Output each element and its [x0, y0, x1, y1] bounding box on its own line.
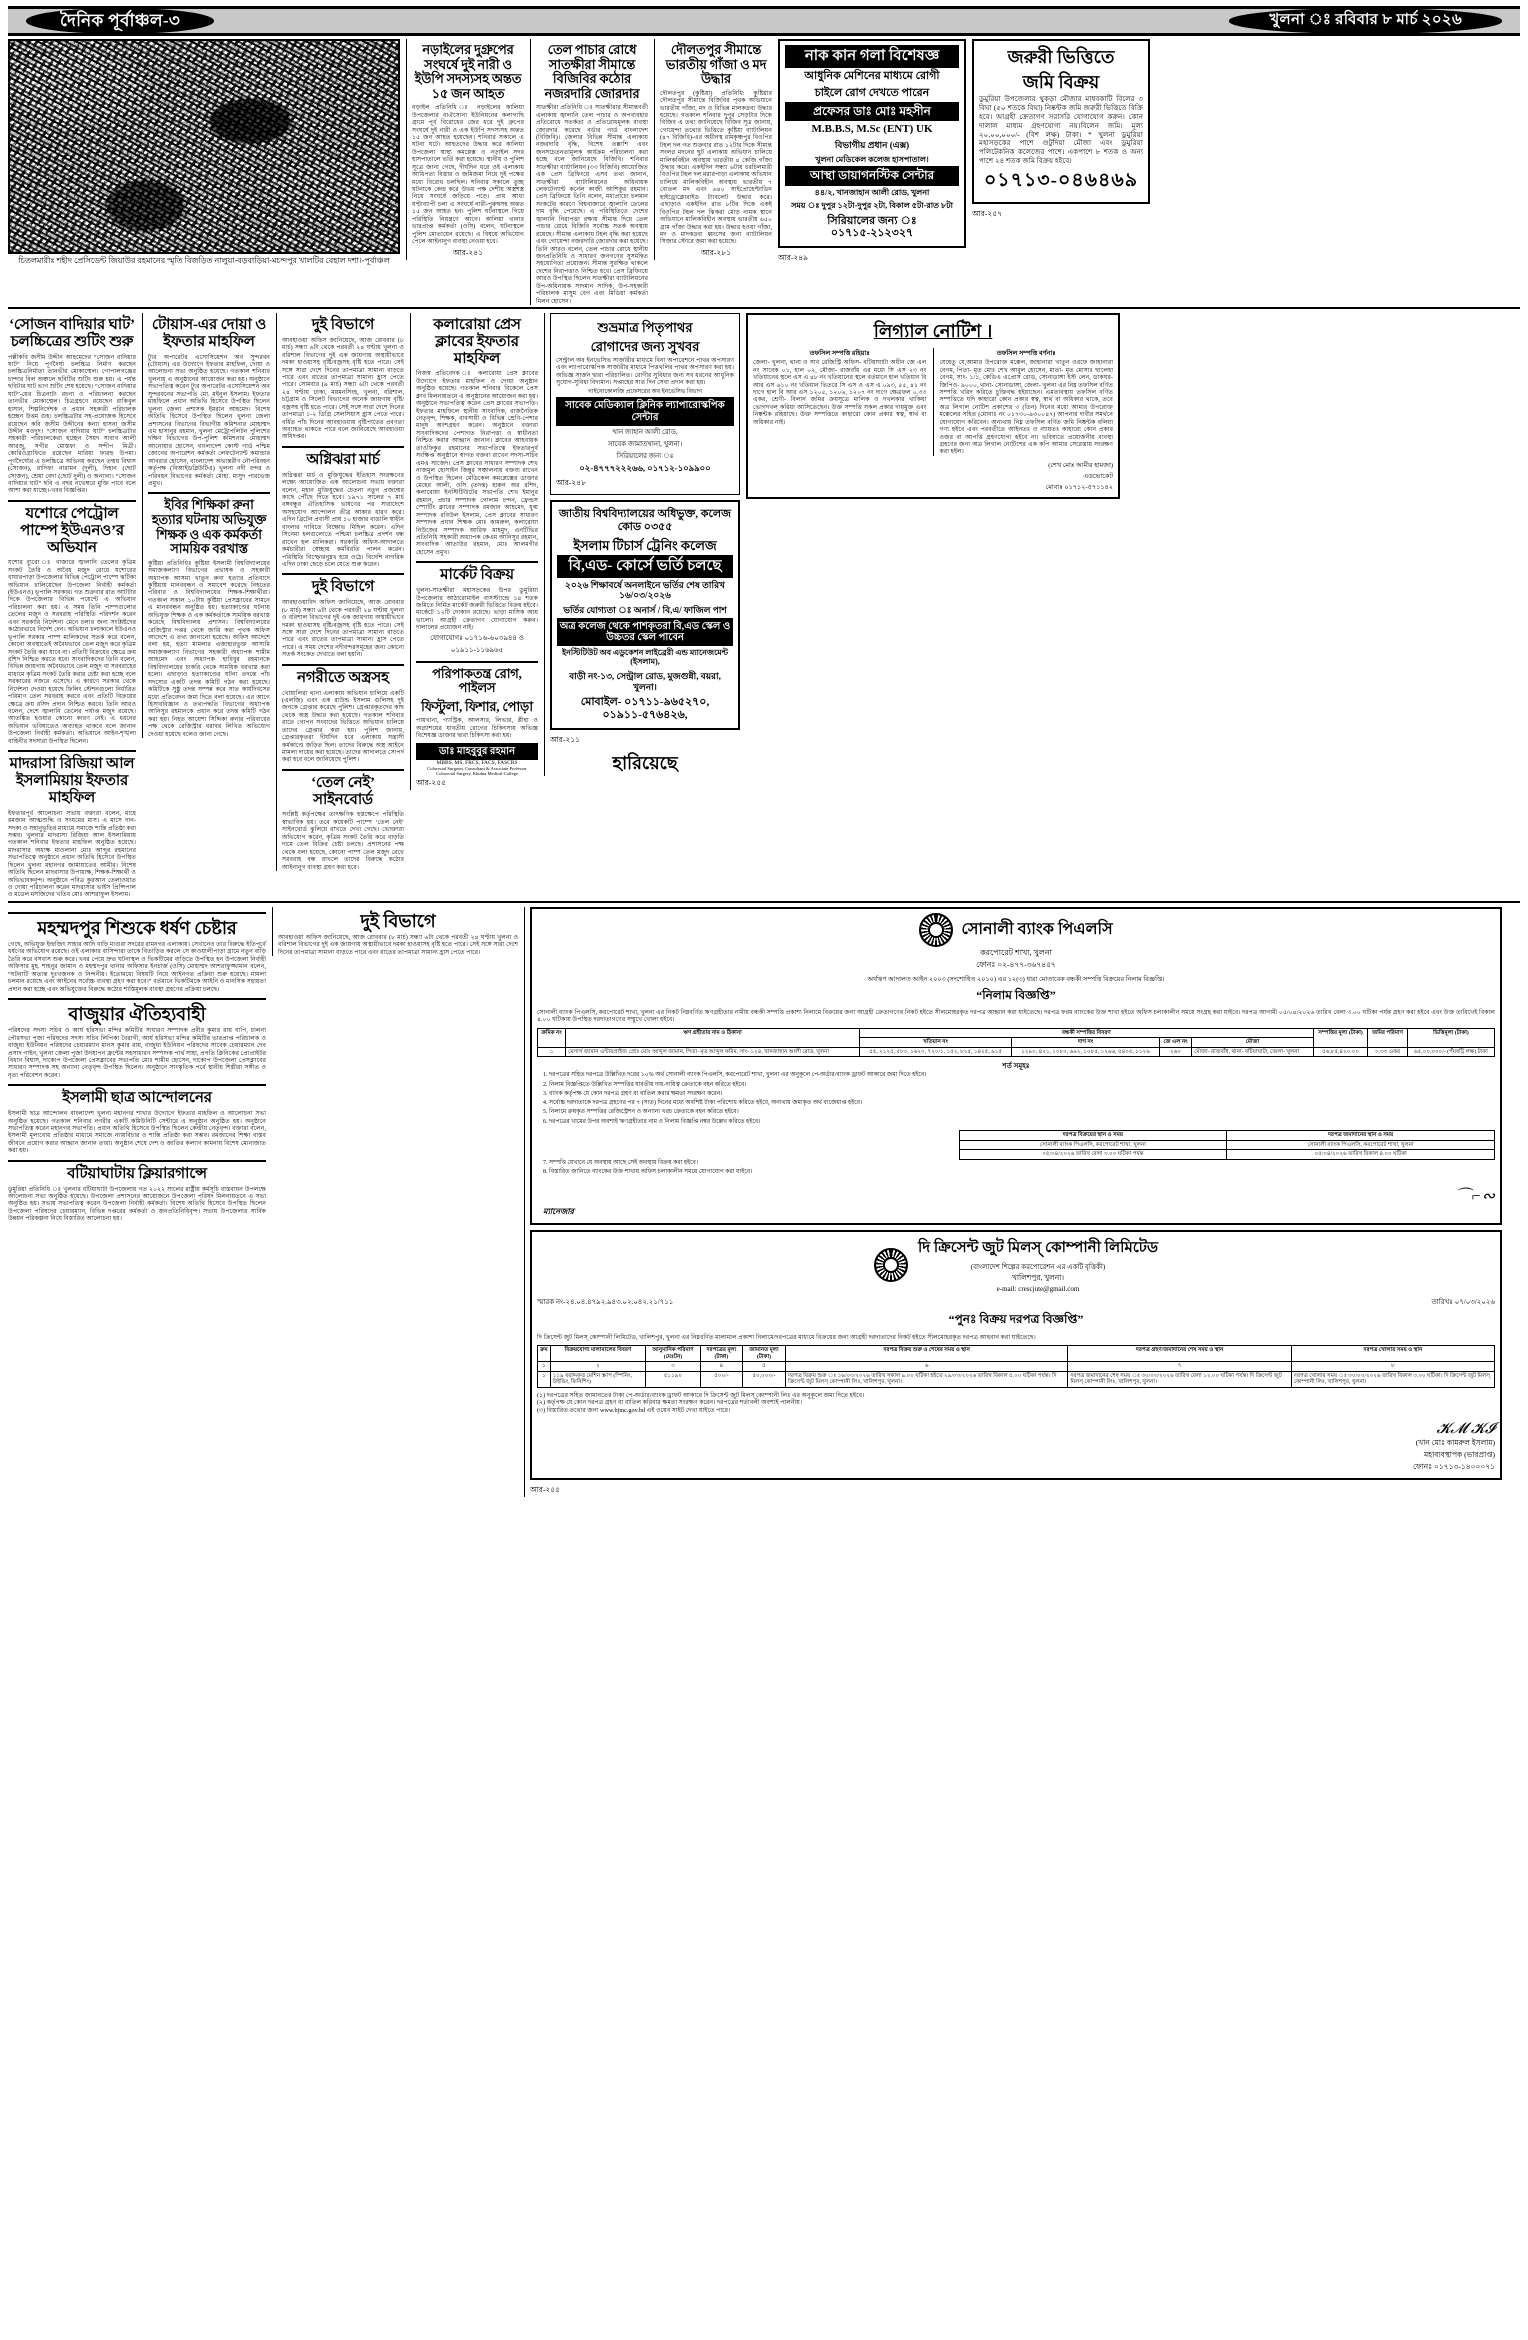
ad-piles-degree: MBBS, MS, FRCS, FACS, FASCRS	[436, 759, 518, 766]
headline: অগ্নিঝরা মার্চ	[306, 451, 380, 468]
ad-piles-degree2: Colorectal Surgeon, Consultant & Associate Professor	[427, 765, 527, 771]
ad-line7: মোবাইল- ০১৭১১-৯৬৫২৭০, ০১৯১১-৫৭৬৪২৬,	[580, 696, 710, 722]
story-body: খোয়ালিরা থানা এলাকায় অভিযান চালিয়ে একটি (এলজি) এবং এক রাউন্ড ইসলাম গুলিসহ দুই জনকে গ্রেপ্তার করেছে পুলিশ। গ্রেপ্তারকৃতদের কাছ থেকে অস্ত্র উদ্ধার করা হয়েছে। গতকাল শনিবার রাতে গোপন সংবাদের ভিত্তিতে অভিযান চালিয়ে তাদের গ্রেপ্তার করা হয়। পুলিশ জানায়, গ্রেপ্তারকৃতরা দীর্ঘদিন ধরে এলাকায় সন্ত্রাসী কর্মকাণ্ডে জড়িত ছিল। তাদের বিরুদ্ধে অস্ত্র আইনে মামলা দায়ের করা হয়েছে। তাদের আদালতে সোপর্দ করা হবে বলে জানিয়েছে পুলিশ।	[282, 689, 404, 764]
td-borrower: মেসার্স জামান এন্টারপ্রাইজ প্রোঃ মোঃ আব্দুল জামান, পিতা- মৃত আব্দুল করিম, সাং- ১২৪, খানজাহান আলী রোড, খুলনা	[566, 1047, 860, 1056]
td-submit: দরপত্র জমাদানের শেষ সময় ঃ ৩০/০৩/২০২৬ তারিখ বেলা ১২.০০ ঘটিকা পর্যন্ত। দি ক্রিসেন্ট জুট মিলস্ কোম্পানী লিঃ, খালিশপুর, খুলনা।	[1068, 1371, 1291, 1387]
ad-hospital: খুলনা মেডিকেল কলেজ হাসপাতাল।	[815, 154, 929, 164]
th-khatian: খতিয়ান নং	[859, 1038, 1011, 1047]
crescent-cond-2: (২) কর্তৃপক্ষ যে কোন দরপত্র গ্রহণ বা বাতিল করিবার ক্ষমতা সংরক্ষণ করেন। দরপত্রের শর্তাবলী অবশ্যই পালনীয়।	[537, 1399, 803, 1407]
headline: দৌলতপুর সীমান্তে ভারতীয় গাঁজা ও মদ উদ্ধার	[665, 42, 767, 87]
td-security: ৫০,০০০/-	[743, 1371, 786, 1387]
headline-two-divisions: দুই বিভাগে	[360, 910, 436, 931]
ad-market-body: খুলনা-সাতক্ষীরা মহাসড়কের উপর ডুমুরিয়া উপজেলার আঠারোমাইল বাসস্ট্যান্ডে ১৪ শতক জমিতে নির্মিত মার্কেট জরুরী ভিত্তিতে বিক্রয় হইবে। মার্কেটে ১২টি দোকান রয়েছে। ভাড়া মাসিক আয় ভালো। আগ্রহী ক্রেতাগণ যোগাযোগ করুন। দালালের প্রয়োজন নাই।	[416, 587, 538, 632]
th-borrower: ঋণ গ্রহীতার নাম ও ঠিকানা	[566, 1028, 860, 1047]
divider	[8, 750, 136, 752]
headline: যশোরে পেট্রোল পাম্পে ইউএনও’র অভিযান	[20, 505, 124, 556]
story-body: গেছে, অভিযুক্ত ইন্দ্রজিৎ সাহার আদি বাড়ি মাগুরা সদরের রামনগর এলাকায়। সেখানেও তার বিরুদ্ধে ইতিপূর্বে ধর্ষণের অভিযোগ রয়েছে। ওই এলাকার বাসিন্দারা তাকে বিতাড়িত করলে সে কাওয়ালীপাড়া গ্রামে নতুন বাড়ি তৈরি করে বসবাস শুরু করে। খবর পেয়ে দ্রুত ঘটনাস্থল ও ভিকটিমের বাড়িতে উপস্থিত হন উপজেলা নির্বাহী অফিসার মুহ. শাহনুর জামান ও মহম্মদপুর থানার অফিসার ইনচার্জ (ওসি) মোহাম্মদ আশরাফুজ্জামান বলেন, “ঘটনাটি অত্যন্ত দুঃখজনক ও নিন্দনীয়। ইতোমধ্যে বিষয়টি নিয়ে আইনগত প্রক্রিয়া শুরু হয়েছে। মামলা চলমান রয়েছে এবং আইনের সর্বোচ্চ ব্যবস্থা গ্রহণ করা হবে।” বর্তমানে ভিকটিমকে আইনি ও মানসিক সহায়তা প্রদান করা হচ্ছে এবং অভিযুক্তের বিরুদ্ধে কঠোর শাস্তিমূলক ব্যবস্থা গ্রহণের প্রক্রিয়া চলছে।	[8, 941, 266, 993]
top-band	[8, 39, 1520, 305]
crescent-memo: স্মারক নং-২৪.০৪.৪৭৯২.৯৪৩.০২.০৪২.২১/৭১১	[537, 1298, 674, 1307]
th-6: দরপত্র গ্রহণ/জমাদানের শেষ সময় ও স্থান	[1068, 1346, 1291, 1362]
th-7: দরপত্র খোলার সময় ও স্থান	[1291, 1346, 1494, 1362]
ad-body: ডুমুরিয়া উপজেলার থুকড়া মৌজার মাধবকাটি বিলের ৩ বিঘা (৫০ শতকে বিঘা) নিষ্কন্টক জমি জরুরী ভিত্তিতে বিক্রি হবে। আগ্রহী ক্রেতাগণ সরাসরি যোগাযোগ করুন। কোন দালাল মাধ্যম গ্রহণযোগ্য নয়।বিলেন জমি। মূল্য ২০,০০,০০০/- (বিশ লক্ষ) টাকা। * খুলনা ডুমুরিয়া মহাসড়কের পাশে গুটুদিয়া মৌজা এবং ডুমুরিয়া পলিটেকনিক কলেজের পাশে। একপাশে ৮ শতক ও অন্য পাশে ২৪ শতক জমি বিক্রয় হইবে।	[979, 95, 1143, 165]
ad-post: বিভাগীয় প্রধান (এক্স)	[834, 140, 910, 151]
ad-title2: রোগাদের জন্য সুখবর	[590, 339, 700, 355]
ad-ref: আর-২৫৫	[416, 777, 446, 787]
story-body: পল্লীকবি জসীম উদ্দীন আহমেদের “সোজন বাদিয়ার ঘাট” নিয়ে পূর্ণদৈর্ঘ্য চলচ্চিত্র নির্মাণ করছেন চলচ্চিত্রনির্মাতা তানভীর মোকাম্মেল। গোপালগঞ্জের চান্দার বিল অঞ্চলে ছবিটির শুটিং শুরু হয়। এ পর্যন্ত ছবিটার ঘাট ভাগ শুটিং শেষ হয়েছে। “সোজন বাদিয়ার ঘাট”-য়ের চিত্রনাট্য রচনা ও পরিচালনা করছেন তানভীর মোকাম্মেল। চিত্রগ্রহণে রয়েছেন রাকিবুল হাসান, শিল্পনির্দেশক ও প্রধান সহকারী পরিচালক হচ্ছেন উত্তম গুহ। চলচ্চিত্রটার সহ-প্রযোজক হিসেবে রয়েছেন কবি জসীম উদ্দীনের কন্যা হাসনা জসীম উদ্দীন মওদুদ। “সোজন বাদিয়ার ঘাট” চলচ্চিত্রটার সহকারী পরিচালকেরা হচ্ছেন সৈয়দ সাবাব আলী আরজু, সগীর মোস্তফা ও সন্দীপ মিত্রী। কোরিওগ্রাফিতে রয়েছেন মারিয়া ফারহু উপমা। পূর্ণদৈর্ঘ্যের এ চলচ্চিত্রে অভিনয় করছেন তন্ময় বিশ্বাস (সোজন), রাদিফা নারামন (দুলী), দিহান (ছোট সোজন), শ্রেয়া বেদা (ছোট দুলী) ও অন্যান্য। “সোজন বাদিয়ার ঘাট” ছবি এ বছর নভেম্বরে মুক্তি পাবে বলে আশা করা যাচ্ছে।-খবর বিজ্ঞপ্তির।	[8, 353, 136, 495]
divider	[8, 1084, 266, 1086]
ad-dept: গাইনোকোলজি প্রফেসরের অব ইনভেসিভ বিভাগ	[587, 389, 703, 396]
ad-serial-phone: সিরিয়ালের জন্য ঃ ০১৭১৫-২১২৩২৭	[827, 214, 917, 240]
ad-sonali-bank	[530, 907, 1502, 1225]
term-item: 4. সর্বোচ্চ দরদাতাকে দরপত্র গ্রহণের পর ৭ (সাত) দিনের মধ্যে অবশিষ্ট টাকা পরিশোধ করিতে হইবে, অন্যথায় জমাকৃত অর্থ বাজেয়াপ্ত হইবে।	[549, 1100, 1495, 1108]
headline: নগরীতে অস্ত্রসহ	[297, 669, 389, 686]
ad-title-bar: নাক কান গলা বিশেষজ্ঞ	[785, 45, 959, 68]
td-mouza: মৌজা- রাজবাঁধ, থানা- বটিয়াঘাটা, জেলা- খুলনা	[1192, 1047, 1314, 1056]
story-body: ট্যুর অপারেটর এসোসিয়েশন অব সুন্দরবন (টোয়াস) এর উদ্যোগে ইফতার মাহফিল, দোয়া ও আলোচনা সভা অনুষ্ঠিত হয়েছে। গতকাল শনিবার খুলনায় এ অনুষ্ঠানের আয়োজন করা হয়। অনুষ্ঠানে সভাপতিত্ব করেন ট্যুর অপারেটর এসোসিয়েশন অব সুন্দরবনের সভাপতি মো. মইনুল ইসলাম। ইফতার মাহফিলে প্রধান অতিথি হিসেবে উপস্থিত ছিলেন খুলনা জেলা প্রশাসক ইমরান আহমেদ। বিশেষ অতিথি হিসেবে উপস্থিত ছিলেন খুলনা জেলা প্রশাসনের বিভাগের বিভাগীয় কমিশনার মোহাম্মদ এম হাসানুর রহমান, খুলনা মেট্রোপলিটন পুলিশের দক্ষিণ বিভাগের উপ-পুলিশ কমিশনার মোহাম্মদ আনোয়ার হোসেন, বাংলাদেশ কোস্ট গার্ড পশ্চিম জোনের অপারেশন কর্মকর্তা লেফটেন্যান্ট কমান্ডার আবরার হোসেন, বাংলাদেশ অভ্যন্তরীণ নৌপরিবহন কর্তৃপক্ষ (বিআইডব্লিউটিএ) খুলনা নদী বন্দর ও পরিবহন বিভাগের কর্মকর্তা মোহা. মাসুদ পারভেজ প্রমুখ।	[148, 353, 270, 488]
headline: দুই বিভাগে	[311, 579, 375, 596]
ad-title: জরুরী ভিত্তিতে	[1007, 47, 1115, 67]
divider	[416, 661, 538, 663]
ad-legal-notice	[746, 313, 1120, 499]
story-body: পরিষদের সদস্য সচিব ও আর্য হরিসভা মন্দির কমিটির সাধারণ সম্পাদক প্রবীর কুমার রায় বাপি, চালনা পৌরসভা পূজা পরিষদের সদস্য সচিব লিপিকা বৈরাগী, আর্য হরিসভা মন্দির কমিটির ভারপ্রাপ্ত পরিচালক ও বাজুয়া ইউনিয়ন পরিষদের চেয়ারম্যান মানস কুমার রায়, বাজুয়া ইউনিয়ন পরিষদের সাবেক চেয়ারম্যান দেব প্রসাদ গাইন, খুলনা জেলা পূজা উদযাপন ফ্রন্টের সহসাধারণ সম্পাদক পার্থ সাহা, প্রগতি ক্লিনিকের প্রোপ্রাইটর বিধান বিশ্বাস, দাকোপ উপজেলা প্রেসক্লাবের সভাপতি মোঃ শামীম হোসেন, দাকোপ উপজেলা প্রেসক্লাবের সাধারণ সম্পাদক সহ অন্যান্য নেতৃবৃন্দ উপস্থিত ছিলেন। অনুষ্ঠানে সাংস্কৃতিক পর্বে স্থানীয় শিল্পীরা সঙ্গীত ও নৃত্য পরিবেশন করেন।	[8, 1027, 266, 1079]
td-n6: ৭	[1068, 1362, 1291, 1371]
photo-caption: চিতলমারীঃ শহীদ প্রেসিডেন্ট জিয়াউর রহমানের স্মৃতি বিজড়িত নালুয়া-বড়বাড়িয়া-মচন্দপুর খালটির বেহাল দশা।-পূর্বাঞ্চল	[18, 256, 390, 265]
story-oil-smuggling	[530, 39, 648, 305]
ad-hours: সময় ঃ দুপুর ১২টা-দুপুর ২টা, বিকাল ৫টা-রাত ৮টা	[791, 201, 953, 211]
bank-name: সোনালী ব্যাংক পিএলসি	[961, 921, 1113, 939]
th-serial: ক্রমিক নং	[538, 1028, 566, 1047]
lower-left	[8, 907, 266, 1223]
ad-doctor-bar: প্রফেসর ডাঃ মোঃ মহসীন	[785, 102, 959, 121]
ad-ref: আর-২৪১	[453, 247, 483, 257]
ad-ref: আর-২৪৮	[556, 477, 586, 487]
ad-degree: M.B.B.S, M.Sc (ENT) UK	[811, 123, 933, 136]
td-base: ৬৫,০০,০০০/- (পঁয়ষট্টি লক্ষ) টাকা	[1407, 1047, 1494, 1056]
td-sale-time: ০৫/০৪/২০২৬ তারিখ বেলা ৩.০০ ঘটিকা পর্যন্ত	[959, 1150, 1227, 1159]
divider	[8, 912, 266, 914]
headline: তেল পাচার রোধে সাতক্ষীরা সীমান্তে বিজিবির কঠোর নজরদারি জোরদার	[544, 42, 640, 101]
ad-body: সেন্ট্রাল অব ইনভেসিভ সার্জারীর মাধ্যমে বিনা অপারেশনে পাথর অপসারণ এবং ল্যাপারোস্কপিক সার্জারীর মাধ্যমে পিত্তথলির পাথর অপসারণ করা হয়। অভিজ্ঞ সার্জন দ্বারা পরিচালিত। রোগীর সুবিধার জন্য সব ধরনের আধুনিক সুযোগ-সুবিধা বিদ্যমান। সপ্তাহের সাত দিন সেবা প্রদান করা হয়।	[556, 356, 734, 386]
story-body: সাতক্ষীরা প্রতিনিধি ঃ সাতক্ষীরার সীমান্তবর্তী এলাকায় জ্বালানি তেল পাচার ও অপব্যবহার প্রতিরোধে সতর্কতা ও প্রতিরোধমূলক ব্যবস্থা জোরদার করেছে বর্ডার গার্ড বাংলাদেশ (বিজিবি)। জেলার বিভিন্ন সীমান্ত এলাকায় নজরদারি বৃদ্ধি, বিশেষ তল্লাশি এবং জনসচেতনতামূলক কার্যক্রম পরিচালনা করা হচ্ছে বলে জানিয়েছে বিজিবি। শনিবার সাতক্ষীরা ব্যাটালিয়ন (৩৩ বিজিবি) আয়োজিত এক প্রেস ব্রিফিংয়ে এসব তথ্য জানান, সাতক্ষীরা ব্যাটালিয়নের অধিনায়ক লেফটেন্যান্ট কর্নেল কাজী আশিকুর রহমান। প্রেস ব্রিফিংয়ে তিনি বলেন, মধ্যপ্রাচ্যে চলমান সংকটের কারণে বিশ্ববাজারে জ্বালানি তেলের দাম বৃদ্ধি পেয়েছে। এ পরিস্থিতিতে দেশের জ্বালানি নিরাপত্তা রক্ষায় সীমান্ত দিয়ে তেল পাচার রোধে বিজিবি সর্বোচ্চ সতর্ক অবস্থায় রয়েছে। সীমান্ত এলাকায় টহল বৃদ্ধি করা হয়েছে এবং গোয়েন্দা নজরদারি জোরদার করা হয়েছে। তিনি আরও বলেন, তেল পাচার রোধে স্থানীয় জনপ্রতিনিধি ও সাধারণ জনগণের সুসমন্বিত সহযোগিতা প্রয়োজন। সীমান্ত সুরক্ষিত থাকলে দেশের নিরাপত্তাও নিশ্চিত হবে। প্রেস ব্রিফিংয়ে আরও উপস্থিত ছিলেন সাতক্ষীরা ব্যাটালিয়নের উপ-অধিনায়ক সাদমান সাদিক, উপ-সহকারী পরিচালক মাসুম বেগ এবং মিডিয়া কর্মকর্তা মিলন হোসেন।	[536, 104, 648, 305]
td-desc: ১১৯ বরাদ্দকৃত মেশিন স্ক্রাপ (স্পিনিং, উইভিং, ফিনিশিং)	[550, 1371, 645, 1387]
ad-addr1: খান জাহান আলী রোড,	[612, 427, 678, 436]
td-submit-time: ০৫/০৪/২০২৬ তারিখ বিকাল ৪.০০ ঘটিকা	[1227, 1150, 1495, 1159]
th-base: ভিত্তিমূল্য (টাকা)	[1407, 1028, 1494, 1047]
ad-phone: ০১৭১৩-০৪৬৪৬৯	[983, 169, 1139, 191]
ad-course-bar: বি,এড- কোর্সে ভর্তি চলছে	[557, 555, 733, 578]
legal-left-head: তফসিল সম্পত্তি রহিয়াঃ	[809, 350, 870, 358]
bank-intro: সোনালী ব্যাংক পিএলসি, করপোরেট শাখা, খুলনা এর নিকট নিম্নবর্ণিত ঋণগ্রহীতার নামীয় বন্ধকী সম্পত্তি প্রকাশ্য নিলামে বিক্রয়ের জন্য আগ্রহী ক্রেতাগণের নিকট হইতে সীলমোহরকৃত দরপত্র আহ্বান করা যাইতেছে। দরপত্র ফরম ব্যাংকের উক্ত শাখা হইতে অফিস চলাকালীন সময়ে সংগ্রহ করা যাইবে। দরপত্র আগামী ০৫/০৪/২০২৬ তারিখ বেলা ৩.০০ ঘটিকা পর্যন্ত গ্রহণ করা হইবে এবং উক্ত তারিখেই বিকাল ৪.০০ ঘটিকায় উপস্থিত দরদাতাগণের সম্মুখে খোলা হইবে।	[537, 1008, 1495, 1024]
story-kalaroa-press-club	[416, 317, 538, 556]
ad-market-phone2: ০১৯১১-১১৬৯৬৫	[450, 645, 504, 654]
table-row	[538, 1047, 1495, 1056]
td-n7: ৮	[1291, 1362, 1494, 1371]
masthead-title: দৈনিক পূর্বাঞ্চল-৩	[26, 8, 214, 34]
ad-box	[972, 39, 1150, 204]
auction-table	[537, 1028, 1495, 1057]
story-body: সংশ্লিষ্ট কর্তৃপক্ষের তাৎক্ষণিক হস্তক্ষেপে পরিস্থিতি স্বাভাবিক হয়। তবে কয়েকটি পাম্পে ‘তেল নেই’ সাইনবোর্ড ঝুলিয়ে রাখতে দেখা গেছে। ভোক্তারা অভিযোগ করেন, কৃত্রিম সংকট তৈরি করে বাড়তি দামে তেল বিক্রির চেষ্টা চলছে। প্রশাসনের পক্ষ থেকে বলা হয়েছে, কোনো পাম্প তেল মজুদ রেখে সরবরাহ বন্ধ রাখলে তাদের বিরুদ্ধে কঠোর আইনানুগ ব্যবস্থা গ্রহণ করা হবে।	[282, 811, 404, 871]
middle-band	[8, 313, 1520, 899]
legal-title: লিগ্যাল নোটিশ ।	[873, 321, 993, 341]
term-item: 5. নিলামে ক্রয়কৃত সম্পত্তির রেজিস্ট্রেশন ও অন্যান্য খরচ ক্রেতাকে বহন করিতে হইবে।	[549, 1109, 1495, 1117]
story-sojon-film	[8, 317, 136, 495]
table-row	[959, 1140, 1494, 1149]
td-price: ৫০০/-	[700, 1371, 742, 1387]
th-0: ক্রম	[538, 1346, 551, 1362]
th-3: দরপত্রের মূল্য (টাকা)	[700, 1346, 742, 1362]
terms-list-cont	[537, 1160, 1495, 1177]
story-two-divisions-1	[282, 317, 404, 441]
ad-center-bar: আস্থা ডায়াগনস্টিক সেন্টার	[785, 166, 959, 185]
ad-line6: বাড়ী নং-১৩, সেন্ট্রাল রোড, মুজগুন্নী, বয়রা, খুলনা।	[569, 670, 721, 692]
ad-line5: ইনস্টিটিউট অব এডুকেশন লাইব্রেরী এন্ড ম্যানেজমেন্ট (ইসলাম),	[561, 648, 729, 667]
ad-line: আধুনিক মেশিনের মাধ্যমে রোগী	[804, 69, 940, 82]
th-4: জামানত মূল্য (টাকা)	[743, 1346, 786, 1362]
divider	[8, 901, 1520, 903]
td-n0: ১	[538, 1362, 551, 1371]
crescent-email: e-mail: crescjute@gmail.com	[996, 1285, 1080, 1294]
td-n3: ৪	[700, 1362, 742, 1371]
term-item: 6. দরপত্রের খামের উপর অবশ্যই ঋণগ্রহীতার নাম ও নিলাম বিজ্ঞপ্তি নম্বর উল্লেখ করিতে হইবে।	[549, 1119, 1495, 1127]
td-dag: ১২৯০, ৪২১, ১০৮০, ৬৯২, ১০৮৫, ১২৯৬, ৫৪০৫, ১১২৬	[1012, 1047, 1160, 1056]
ad-clinic-name: সাবেক মেডিক্যাল ক্লিনিক ল্যাপারোস্কপিক সেন্টার	[556, 397, 734, 425]
th-5: দরপত্র বিক্রয় শুরু ও শেষের সময় ও স্থান	[785, 1346, 1067, 1362]
ad-market-title: মার্কেট বিক্রয়	[440, 567, 514, 584]
column-a	[8, 313, 136, 899]
term-item: 8. বিস্তারিত জানিতে ব্যাংকের উক্ত শাখায় অফিস চলাকালীন সময়ে যোগাযোগ করা যাইবে।	[549, 1169, 1495, 1177]
bjmc-logo-icon	[874, 1248, 908, 1282]
headline-islami-chatro: ইসলামী ছাত্র আন্দোলনের	[62, 1090, 212, 1107]
td-serial: ১	[538, 1047, 566, 1056]
story-ognijhora-march	[282, 452, 404, 568]
ad-ref: আর-২৫৭	[972, 208, 1002, 218]
legal-left-body: জেলা- খুলনা, থানা ও সাব রেজিস্ট্রি অফিস- বটিয়াঘাটা অধীন জে এল নং সাবেক ০১, হাল ০২, মৌজা- রাজবাঁধ এর মধ্যে সি এস ২৩ নং খতিয়ানের স্থলে এস এ ৪৮ নং খতিয়ানের স্থলে বর্তমানে হাল খতিয়ান বি আর এস ৬১০ নং খতিয়ান ভিতরে সি এস ও এস এ ০৯৩, ৫৫, ৪১ নং দাগে হাল বি আর এস ১২০৫, ১২০৬, ১২০৭ নং দাগে ক্ষেত্রফল ০.৩৩ একর, শ্রেণী- বিলান জমির ক্রয়সূত্রে মালিক ও দখলকার থাকিয়া ভোগদখল করিয়া আসিতেছেন। উক্ত সম্পত্তি সকল প্রকার দায়মুক্ত এবং নিষ্কন্টক রহিয়াছে। উক্ত সম্পত্তিতে কাহারো কোন প্রকার স্বত্ব, স্বার্থ বা অধিকার নাই।	[753, 359, 927, 426]
table-row	[538, 1371, 1495, 1387]
ad-phones: ০২-৪৭৭৭২২২৬৬, ০১৭১২-১০৯৯০০	[579, 462, 711, 473]
story-no-oil-signboard	[282, 775, 404, 871]
th-amount: সম্পত্তির মূল্য (টাকা)	[1313, 1028, 1368, 1047]
schedule-table	[959, 1130, 1495, 1159]
story-body: আবহাওয়াবিদ অফিস জানিয়েছে, আজ রোববার (৮ মার্চ) সন্ধ্যা ৬টা থেকে পরবর্তী ২৪ ঘণ্টায় খুলনা ও বরিশাল বিভাগের দুই এক জায়গায় অস্থায়ীভাবে দমকা হাওয়াসহ বৃষ্টি/বজ্রসহ বৃষ্টি হতে পারে। সেই সঙ্গে সারা দেশে দিনের তাপমাত্রা সামান্য বাড়তে পারে এবং রাতের তাপমাত্রা সামান্য হ্রাস পেতে পারে। এ সময় দেশের নদীবন্দরসমূহের জন্য কোনো সতর্ক সংকেত দেখাতে বলা হয়নি।	[282, 599, 404, 659]
column-d	[410, 313, 538, 790]
td-jl: ২৬০	[1159, 1047, 1191, 1056]
crescent-intro: দি ক্রিসেন্ট জুট মিলস্ কোম্পানী লিমিটেড, খালিশপুর, খুলনা এর নিম্নবর্ণিত মালামাল প্রকাশ্য নিলামে/দরপত্রের মাধ্যমে বিক্রয়ের জন্য আগ্রহী দরদাতাদের নিকট হইতে সীলমোহরকৃত দরপত্র আহবান করা যাইতেছে।	[537, 1334, 1036, 1342]
bank-manager: ম্যানেজার	[543, 1207, 574, 1217]
story-body: অগ্নিঝরা মার্চ ও মুক্তিযুদ্ধের ইতিহাস সংরক্ষণের লক্ষ্যে আয়োজিত এক আলোচনা সভায় বক্তারা বলেন, মহান মুক্তিযুদ্ধের চেতনা নতুন প্রজন্মের কাছে পৌঁছে দিতে হবে। ১৯৭১ সালের ৭ মার্চ বঙ্গবন্ধুর ঐতিহাসিক ভাষণের পর সারাদেশে অসহযোগ আন্দোলন তীব্র আকার ধারণ করে। এদিন ব্রিটেন প্রবাসী প্রায় ১০ হাজার বাঙালি স্বাধীন বাংলার দাবিতে বিক্ষোভ মিছিল করেন। এদিন সিনেমা হলগুলোতে পশ্চিমা চলচ্চিত্র প্রদর্শন বন্ধ রাখেন হল মালিকরা। সরকারি অফিস-আদালতে কর্মচারীরা স্বেচ্ছায় কর্মবিরতি পালন করেন। পরিস্থিতি বিস্ফোরনুম্নখ হয়ে ওঠে। বিদেশি নাগরিক এদিন ঢাকা ছেড়ে চলে যেতে শুরু করেন।	[282, 471, 405, 568]
divider	[8, 500, 136, 502]
story-madrasa-iftar	[8, 756, 136, 899]
headline: মাদরাসা রিজিয়া আল ইসলামিয়ায় ইফতার মাহফিল	[9, 756, 135, 806]
legal-right-head: তফসিল সম্পত্তি বর্ণনাঃ	[996, 350, 1056, 358]
ad-ent-specialist	[778, 39, 966, 265]
ad-stone-treatment	[550, 313, 740, 495]
photo-column	[8, 39, 400, 268]
ad-ref: আর-২১১	[550, 735, 580, 745]
td-no: ১	[538, 1371, 551, 1387]
term-item: 1. দরপত্রের সহিত দরপত্রে উল্লিখিত দরের ১০% অর্থ সোনালী ব্যাংক পিএলসি, করপোরেট শাখা, খুলনা এর অনুকূলে পে-অর্ডার/ব্যাংক ড্রাফট আকারে জমা দিতে হইবে।	[549, 1072, 1495, 1080]
lower-right	[524, 907, 1502, 1497]
th-land: জমির পরিমাণ	[1368, 1028, 1408, 1047]
story-body: যশোর ব্যুরো ঃ বাজারে জ্বালানি তেলের কৃত্রিম সংকট তৈরি ও অবৈধ মজুদ রোধে যশোরের বাঘারপাড়া উপজেলার বিভিন্ন পেট্রোল পাম্পে ঝটিকা অভিযান চালিয়েছেন উপজেলা নির্বাহী কর্মকর্তা (ইউএনও) ভূপালি সরকার। গত শুক্রবার রাত আটটার দিকে উপজেলার বিভিন্ন পয়েন্টে এ অভিযান পরিচালনা করা হয়। এ সময় তিনি পাম্পগুলোর তেলের মজুদ ও সরবরাহ পরিস্থিতি পরিদর্শন করেন এবং সরকারি নির্দেশনা মেনে চলার জন্য সংশ্লিষ্টদের কঠোরভাবে নির্দেশ দেন। অভিযান চলাকালে ইউএনও ভূপালি সরকার পাম্প মালিকদের সতর্ক করে বলেন, কোনো অবস্থাতেই অবৈধভাবে তেল মজুদ করে কৃত্রিম সংকট তৈরি করা যাবে না। প্রতিটি বিক্রয়ের ক্ষেত্রে ক্রয় রশিদ নিশ্চিত করতে হবে। সাংবাদিকদের তিনি বলেন, বিভিন্ন জায়গায় অবৈধভাবে তেল মজুদ বা সরবরাহের মাধ্যমে কৃত্রিম সংকট তৈরি করার চেষ্টা করা হচ্ছে বলে সরকারের নজরে এসেছে। এ কারণে সরকার থেকে নির্দেশনা দেওয়া হয়েছে ফিলিং স্টেশনগুলো নির্ধারিত পরিমাণ তেল সরবরাহ করবে এবং প্রতিটি বিক্রয়ের ক্ষেত্রে ক্রয় রসিদ প্রদান নিশ্চিত করবে। তিনি আরও বলেন, দেশে জ্বালানি তেলের পর্যাপ্ত মজুদ রয়েছে। আতঙ্কিত হওয়ার কোনো কারণ নেই। এ ধরনের অভিযান ভবিষ্যতেও অব্যাহত থাকবে বলে জানান উপজেলা নির্বাহী কর্মকর্তা। অভিযানে আইন-শৃঙ্খলা বাহিনীর সদস্যরা উপস্থিত ছিলেন।	[8, 559, 136, 745]
td-open: দরপত্র খোলার সময় ঃ ৩০/০৩/২০২৬ তারিখ বিকাল ৩.০০ ঘটিকা। দি ক্রিসেন্ট জুট মিলস্ কোম্পানী লিঃ, খালিশপুর, খুলনা।	[1291, 1371, 1494, 1387]
crescent-table	[537, 1345, 1495, 1387]
bank-phone: ফোনঃ ০২-৪৭৭-৩৬৭৪৫৭	[976, 959, 1056, 969]
table-row	[959, 1150, 1494, 1159]
headline-mohammadpur: মহম্মদপুর শিশুকে ধর্ষণ চেষ্টার	[37, 917, 237, 938]
table-numrow	[538, 1362, 1495, 1371]
term-item: 7. সম্পত্তি যেখানে যে অবস্থায় আছে সেই অবস্থায় বিক্রয় করা হইবে।	[549, 1160, 1495, 1168]
crescent-sign-phone: ফোনঃ ০১৭১৩-১৪০০০৭১	[1412, 1462, 1495, 1472]
divider	[148, 492, 270, 494]
th-property: বন্ধকী সম্পত্তির বিবরণ	[859, 1028, 1313, 1037]
divider	[416, 561, 538, 563]
story-body: ইফতারপূর্ব আলোচনা সভায় বক্তারা বলেন, মাহে রমজান আত্মশুদ্ধি ও সংযমের মাস। এ মাসে দান-সদকা ও সহানুভূতির মাধ্যমে সমাজে শান্তি প্রতিষ্ঠা করা সম্ভব। খুলনার মাদরাসা রিজিয়া আল ইসলামিয়ায় গতকাল শনিবার ইফতার মাহফিল অনুষ্ঠিত হয়েছে। মাদরাসার অধ্যক্ষ মাওলানা মোঃ আব্দুর রহমানের সভাপতিত্বে অনুষ্ঠানে প্রধান অতিথি হিসেবে উপস্থিত ছিলেন খুলনা মহানগর জামায়াতের আমীর। বিশেষ অতিথি ছিলেন মাদরাসার উপাধ্যক্ষ, শিক্ষক-শিক্ষার্থী ও অভিভাবকবৃন্দ। অনুষ্ঠানে পবিত্র কুরআন তেলাওয়াত ও দোয়া পরিচালনা করেন মাদরাসার ভাইস প্রিন্সিপাল ও মডেল মসজিদের খতিব মোঃ আশরাফুল ইসলাম।	[8, 809, 136, 899]
ad-crescent-jute	[530, 1230, 1502, 1480]
lower-band	[8, 907, 1520, 1497]
story-body: ডুমুরিয়া প্রতিনিধি ঃ খুলনার বটিয়াঘাটা উপজেলায় গত ২০২২ সালের রাষ্ট্রীয় কর্মসূচি বাস্তবায়ন উপলক্ষে আলোচনা সভা অনুষ্ঠিত হয়েছে। উপজেলা প্রশাসনের আয়োজনে উপজেলা পরিষদ মিলনায়তনে এ সভা অনুষ্ঠিত হয়। সভায় সভাপতিত্ব করেন উপজেলা নির্বাহী কর্মকর্তা। বিশেষ অতিথি হিসেবে উপস্থিত ছিলেন উপজেলা পরিষদের চেয়ারম্যান, বিভিন্ন দপ্তরের কর্মকর্তা ও জনপ্রতিনিধিবৃন্দ। সভায় উপজেলার সার্বিক উন্নয়ন পরিকল্পনা নিয়ে বিস্তারিত আলোচনা হয়।	[8, 1185, 266, 1223]
ad-subtitle: জমি বিক্রয়	[1022, 72, 1100, 93]
ad-line: চাইলে রোগ দেখতে পারেন	[814, 86, 930, 99]
td-submit-place: সোনালী ব্যাংক পিএলসি, করপোরেট শাখা, খুলনা	[1227, 1140, 1495, 1149]
story-two-divisions-2	[282, 579, 404, 658]
crescent-cond-3: (৩) বিস্তারিত তথ্যের জন্য www.bjmc.gov.bd এই ওয়েব সাইট দেখা যাইতে পারে।	[537, 1406, 731, 1414]
td-n1: ২	[550, 1362, 645, 1371]
story-weapons-city	[282, 670, 404, 764]
crescent-sign-role: মহাব্যবস্থাপক (ভারপ্রাপ্ত)	[1424, 1450, 1495, 1460]
legal-sign-name: (শেখ মোঃ আমীর হামজা)	[1048, 461, 1113, 469]
td-n2: ৩	[646, 1362, 701, 1371]
td-qty: ৫১১৯০	[646, 1371, 701, 1387]
terms-title: শর্ত সমূহঃ	[1002, 1062, 1030, 1071]
legal-right-body: যেহেতু যে,আমার উপরোক্ত মক্কেল, জাহানারা খাতুন ওরফে জাহানারা বেগম, পিতা- মৃত মোঃ শেখ আবুল হোসেন, মাতা- মৃত মোসাঃ ছালেহা বেগম, সাং- ১/১, কেডিএ এপ্রোস রোড, সোনাডাঙ্গা ইস্ট লেন, ডাকঘর- জিপিও- ৯০০০, থানা- সোনাডাঙ্গা, জেলা- খুলনা এর নিম্ন তফসিল বর্ণিত সম্পত্তি খরিদ করিতে চুক্তিবদ্ধ হইয়াছেন। এমতাবস্থায় তফসিল বর্ণিত সম্পত্তিতে যদি কাহারো কোন প্রকার স্বত্ব, স্বার্থ বা অধিকার থাকে, তবে অত্র লিগাল নোটিশ প্রকাশের ৩ (তিন) দিনের মধ্যে আমার উপরোক্ত মক্কেলের সহিত (মোবাঃ নং ০১৭৩০-৯৩০০৪৭) আপনার দাবীর সমর্থনে যোগাযোগ করিবেন। অন্যথায় নিম্ন তফসিল বর্ণিত জমি নিষ্কন্টক বলিয়া গণ্য হইবে এবং পরবর্তীতে আইনতঃ ও ন্যায়তঃ কাহারো কোন প্রকার ওজর বা আপত্তি গ্রহণযোগ্য হইবে না। ভবিষ্যতে প্রয়োজনীয় ব্যবস্থা গ্রহণের জন্য অত্র লিগাল নোটিশের এক কপি আমার সেরেস্তায় সংরক্ষণ করা হইল।	[939, 359, 1113, 456]
divider	[282, 664, 404, 666]
sonali-bank-logo-icon	[919, 913, 953, 947]
story-body: নিজস্ব প্রতিবেদক ঃ কলারোয়া প্রেস ক্লাবের উদ্যোগে ইফতার মাহফিল ও দোয়া অনুষ্ঠান অনুষ্ঠিত হয়েছে। গতকাল শনিবার বিকেলে প্রেস ক্লাব মিলনায়তনে এ অনুষ্ঠানের আয়োজন করা হয়। অনুষ্ঠানে সভাপতিত্ব করেন প্রেস ক্লাবের সভাপতি। ইফতার মাহফিলে স্থানীয় সাংবাদিক, রাজনৈতিক নেতৃবৃন্দ, শিক্ষক, ব্যবসায়ী ও বিভিন্ন শ্রেণি-পেশার মানুষ অংশগ্রহণ করেন। অনুষ্ঠানে বক্তারা সাংবাদিকদের পেশাগত নিরাপত্তা ও স্বাধীনতা নিশ্চিত করার আহ্বান জানান। ক্লাবের আহবায়ক তাওফিকুর রহমানের সভাপতিত্বে ইফতারপূর্ব সংক্ষিপ্ত অনুষ্ঠানে স্বাগত বক্তব্য রাখেন সদস্য-সচিব এমএ সাজেদ। প্রেস ক্লাবের সাধারণ সম্পাদক শেখ নাজমুল হোসাইন জিন্নুর সঞ্চালনায় বক্তব্য রাখেন ও উপস্থিত ছিলেন মেডিকেল কমপ্লেক্সের ডাক্তার মেহের আলী, ওসি (তদন্ত) হারুন অর রশিদ, কলারোয়া ইনস্টিটিউটের সভাপতি শেখ ইমানুর রহমান, প্রচার সম্পাদক গোলাম চন্দন, ফ্রেন্ডস স্পোর্টিং ক্লাবের সম্পাদক রমজান আহমেদ, যুগ্ম সম্পাদক রবিউল ইসলাম, প্রেস ক্লাবের সাধারণ সম্পাদক প্রধান শিক্ষক মোঃ কামরুল, কলারোয়া নিউজের সম্পাদক আরিফ মাহমুদ, এনটিভির প্রতিনিধি সহকারী অধ্যাপক কেএম আনিসুর রহমান, সাংবাদিক আতাউর রহমান, মোঃ আলমগীর হোসেন প্রমুখ।	[416, 370, 538, 556]
ad-teachers-college	[550, 500, 740, 730]
story-body: আবহাওয়া অফিস জানিয়েছে, আজ রোববার (৮ মার্চ) সন্ধ্যা ৬টা থেকে পরবর্তী ২৪ ঘণ্টায় খুলনা ও বরিশাল বিভাগের দুই এক জায়গায় অস্থায়ীভাবে দমকা হাওয়াসহ বৃষ্টি হতে পারে। সেই সঙ্গে সারা দেশে দিনের তাপমাত্রা সামান্য বাড়তে পারে এবং রাতের তাপমাত্রা সামান্য হ্রাস পেতে পারে।	[278, 934, 518, 956]
th-mouza: মৌজা	[1192, 1038, 1314, 1047]
legal-sign-phone: মোবাঃ ০১৭১২-৫৭১১৪২	[1045, 483, 1113, 491]
td-n5: ৬	[785, 1362, 1067, 1371]
term-item: 2. নিলাম বিজ্ঞপ্তিতে উল্লিখিত সম্পত্তির যাবতীয় দায়-দায়িত্ব ক্রেতাকে বহন করিতে হইবে।	[549, 1082, 1495, 1090]
story-jessore-petrol	[8, 506, 136, 745]
story-toas-iftar	[148, 317, 270, 487]
divider	[282, 769, 404, 771]
story-nodal-clash	[406, 39, 524, 260]
ad-piles-title1: পরিপাকতন্ত্র রোগ, পাইলস	[432, 665, 522, 696]
headline: ইবির শিক্ষিকা রুনা হত্যার ঘটনায় অভিযুক্ত শিক্ষক ও এক কর্মকর্তা সাময়িক বরখাস্ত	[151, 497, 267, 557]
divider	[8, 1160, 266, 1162]
th-sale-place: দরপত্র বিক্রয়ের স্থান ও সময়	[959, 1131, 1227, 1140]
crescent-signature-mark: 𝓚𝓜 𝓚𝓘	[1436, 1421, 1495, 1438]
ad-ref: আর-২৫৫	[530, 1485, 560, 1495]
divider	[8, 307, 1520, 309]
crescent-date: তারিখঃ ০৭/০৩/২০২৬	[1431, 1298, 1495, 1307]
headline: নড়াইলের দুগ্রুপের সংঘর্ষে দুই নারী ও ইউপি সদস্যসহ অন্তত ১৫ জন আহত	[414, 42, 522, 101]
ad-piles-title2: ফিস্টুলা, ফিশার, পোড়া	[421, 698, 533, 714]
lower-middle	[272, 907, 518, 956]
headline-bajua: বাজুয়ার ঐতিহ্যবাহী	[68, 1004, 206, 1025]
legal-sign-role: এডভোকেট	[1083, 472, 1113, 480]
crescent-sign-name: (খান মোঃ কামরুল ইসলাম)	[1415, 1438, 1495, 1448]
crescent-cond-1: (১) দরপত্রের সহিত জামানতের টাকা পে-অর্ডার/ব্যাংক ড্রাফট আকারে দি ক্রিসেন্ট জুট মিলস্ কোম্পানী লিঃ এর অনুকূলে জমা দিতে হইবে।	[537, 1391, 865, 1399]
td-sale: দরপত্র বিক্রয় শুরু ঃ ১৬/০৩/২০২৬ তারিখ সকাল ৯.০০ ঘটিকা হইতে ২৯/০৩/২০২৬ তারিখ বিকাল ৫.০০ ঘটিকা পর্যন্ত। দি ক্রিসেন্ট জুট মিলস্ কোম্পানী লিঃ, খালিশপুর, খুলনা।	[785, 1371, 1067, 1387]
ad-piles-items: পায়খানা, গ্যাস্ট্রিক, আলসার, লিভার, প্লীহা ও অগ্ন্যাশয়ের যাবতীয় রোগের চিকিৎসায় অভিজ্ঞ বিশেষজ্ঞ ডাক্তার দ্বারা চিকিৎসা করা হয়।	[416, 717, 538, 740]
ad-addr2: সাবেক জামাতখানা, খুলনা।	[607, 439, 683, 448]
masthead-dateline: খুলনা ঃ রবিবার ৮ মার্চ ২০২৬	[1229, 8, 1502, 33]
headline: ‘তেল নেই’ সাইনবোর্ড	[311, 774, 375, 808]
td-land: ০.৩৩ একর	[1368, 1047, 1408, 1056]
crescent-title: দি ক্রিসেন্ট জুট মিলস্ কোম্পানী লিমিটেড	[917, 1240, 1159, 1257]
bank-notice-title: “নিলাম বিজ্ঞপ্তি”	[976, 987, 1056, 1002]
ad-line3: ২০২৬ শিক্ষাবর্ষে অনলাইনে ভর্তির শেষ তারিখ ১৬/০৩/২০২৬	[565, 579, 725, 601]
bank-header	[537, 913, 1495, 947]
headline: টোয়াস-এর দোয়া ও ইফতার মাহফিল	[151, 317, 267, 350]
news-photo	[8, 39, 400, 254]
th-jl: জে এল নং	[1159, 1038, 1191, 1047]
story-body: কুষ্টিয়া প্রতিনিধিঃ কুষ্টিয়া ইসলামী বিশ্ববিদ্যালয়ের সমাজকল্যাণ বিভাগের প্রভাষক ও সহকারী অধ্যাপক আসমা খাতুন রুনা হত্যার প্রতিবাদে কুষ্টিয়ায় মানববন্ধন ও সমাবেশ করেছে নিহতের পরিবার ও বিশ্ববিদ্যালয়ের শিক্ষক-শিক্ষার্থীরা। গতকাল সকাল ১০টায় কুষ্টিয়া প্রেসক্লাবের সামনে এ মানববন্ধন অনুষ্ঠিত হয়। হত্যাকাণ্ডের ঘটনায় অভিযুক্ত শিক্ষক ও এক কর্মকর্তাকে সাময়িক বরখাস্ত করেছে বিশ্ববিদ্যালয় প্রশাসন। বিশ্ববিদ্যালয়ের রেজিস্ট্রার দপ্তর থেকে জারি করা পৃথক অফিস আদেশে এ তথ্য জানানো হয়েছে। অফিস আদেশে বলা হয়, হত্যা মামলার এজাহারভুক্ত আসামি সমাজকল্যাণ বিভাগের সহকারী অধ্যাপক শামীম আহমেদ এবং অধ্যাপক হাবিবুর রহমানকে বিশ্ববিদ্যালয়ের চাকরি থেকে সাময়িক বরখাস্ত করা হলো। এছাড়াও হত্যাকাণ্ডের ঘটনা তদন্তে পাঁচ সদস্যের একটি তদন্ত কমিটি গঠন করা হয়েছে। কমিটিকে সুষ্ঠু তদন্ত সম্পন্ন করে সাত কার্যদিবসের মধ্যে প্রতিবেদন জমা দিতে বলা হয়েছে। এর আগে হিসাববিজ্ঞান ও তথ্যপদ্ধতি বিভাগের অধ্যাপক আনিসুর রহমানকে প্রধান করে তদন্ত কমিটি গঠন করা হয়। নিহত আয়েশা সিদ্দিকা রুনার পরিবারের পক্ষ থেকে রেজিস্ট্রার বরাবর লিখিত অভিযোগ দেওয়া হয়েছে বলেও জানা গেছে।	[148, 559, 270, 738]
table-header-row	[959, 1131, 1494, 1140]
td-khatian: ৫৫, ২১২৫, ৫৮০, ১৬২০, ৭২০/১, ১৫২, ৮২৫, ১৪২৫, ৯১৫	[859, 1047, 1011, 1056]
term-item: 3. ব্যাংক কর্তৃপক্ষ যে কোন দরপত্র গ্রহণ বা বাতিল করার ক্ষমতা সংরক্ষণ করেন।	[549, 1091, 1495, 1099]
ad-ref: আর-২৪৯	[778, 253, 808, 263]
divider	[8, 998, 266, 1000]
headline: দুই বিভাগে	[311, 317, 375, 333]
ad-scale-bar: অত্র কলেজ থেকে পাশকৃতরা বি,এড স্কেল ও উচ্চতর স্কেল পাবেন	[557, 618, 733, 646]
column-e	[544, 313, 740, 776]
headline: কলারোয়া প্রেস ক্লাবের ইফতার মাহফিল	[433, 317, 521, 367]
bank-branch: করপোরেট শাখা, খুলনা	[980, 947, 1052, 957]
ad-ref: আর-২৮১	[701, 247, 731, 257]
table-header-row	[538, 1028, 1495, 1037]
terms-list	[537, 1072, 1495, 1126]
table-header-row	[538, 1346, 1495, 1362]
story-body: দৌলতপুর (কুষ্টিয়া) প্রতিনিধি: কুষ্টিয়ার দৌলতপুর সীমান্তে বিজিবির পৃথক অভিযানে ভারতীয় গাঁজা, মদ ও বিভিন্ন মালকদ্রব্য উদ্ধার হয়েছে। গতকাল শনিবার দুপুর সেড়টার দিকে বিজিব এ তথ্য জানিয়েছে বিজিব সূত্র জানায়, গোয়েন্দা তথ্যের ভিত্তিতে কুষ্টিয়া ব্যাটালিয়ন (৪৭ বিজিবি)-এর অধীনস্থ রামকৃষ্ণপুর বিওপির টহল দল গত শুক্রবার রাত ১২টার দিকে সীমান্ত সংলগ্ন মদনের ছুট এলাকায় অভিযান চালিয়ে মালিকবিহীন অবস্থায় ভারতীয় ৪ কেজি গাঁজা উদ্ধার করে। একইদিন সন্ধ্যা ৬টায় চরচিলমারী বিওপির টহল দল মরারপাড়া এলাকায় অভিযান চালিয়ে মালিকবিহীন অবস্থায় ভারতীয় ৭ বোতল মদ এবং ৬৪০ সাইপ্রোহেপ্টাডিন হাইড্রোক্লোরাইড ট্যাবলেট উদ্ধার করে। এছাড়াও একইদিন রাত ৮টির দিকে একই বিওপির টহল দল ঝিকরা মোড় নামক স্থানে অভিযানে মালিকবিহীন অবস্থায় ভারতীয় ৬৫০ গ্রাম গাঁজা উদ্ধার করা হয়। উদ্ধার হওয়া গাঁজা, মদ ও মাদকদ্রব্য ধ্বংসের জন্য ব্যাটালিয়ন সিজার স্টোরে জমা করা হয়েছে।	[660, 89, 772, 246]
th-1: বিক্রয়যোগ্য মালামালের বিবরণ	[550, 1346, 645, 1362]
bank-law: অর্থঋণ আদালত আইন ২০০৩ (সংশোধিত ২০১০) এর ১২(৩) ধারা মোতাবেক বন্ধকী সম্পত্তি বিক্রয়ের নিলাম বিজ্ঞপ্তি।	[867, 975, 1165, 983]
ad-line1: জাতীয় বিশ্ববিদ্যালয়ের অধিভুক্ত, কলেজ কোড ০৩৫৫	[559, 507, 731, 533]
ad-address: ৪৪/২, খানজাহান আলী রোড, খুলনা	[814, 187, 930, 197]
crescent-addr: খালিশপুর, খুলনা।	[1011, 1273, 1065, 1283]
ad-lost-title: হারিয়েছে	[612, 753, 678, 774]
td-n4: ৫	[743, 1362, 786, 1371]
headline-botiaghata: বটিয়াঘাটায় ক্লিয়ারগান্সে	[67, 1165, 207, 1182]
story-body: নড়াইল প্রতিনিধি ঃ নড়াইলের কালিয়া উপজেলার বাঐসোনা ইউনিয়নের কলাগাছি গ্রামে পূর্ব বিরোধের জের ধরে দুই গ্রুপের সংঘর্ষে দুই নারী ও এক ইউপি সদস্যসহ অন্তত ১৫ জন আহত হয়েছেন। শনিবার সকালে এ ঘটনা ঘটে। আহতদের উদ্ধার করে কালিয়া উপজেলা স্বাস্থ্য কমপ্লেক্স ও নড়াইল সদর হাসপাতালে ভর্তি করা হয়েছে। স্থানীয় ও পুলিশ সূত্রে জানা গেছে, দীর্ঘদিন ধরে ওই এলাকায় আধিপত্য বিস্তার ও জমিজমা নিয়ে দুই পক্ষের মধ্যে বিরোধ চলছিল। শনিবার সকালে তুচ্ছ ঘটনাকে কেন্দ্র করে উভয় পক্ষ দেশীয় অস্ত্রশস্ত্র নিয়ে সংঘর্ষে জড়িয়ে পড়ে। প্রায় আধা ঘণ্টাব্যাপী চলা এ সংঘর্ষে নারী-পুরুষসহ অন্তত ১৫ জন আহত হন। পুলিশ ঘটনাস্থলে গিয়ে পরিস্থিতি নিয়ন্ত্রণে আনে। কালিয়া থানার ভারপ্রাপ্ত কর্মকর্তা (ওসি) বলেন, ঘটনাস্থলে পুলিশ মোতায়েন রয়েছে। এ বিষয়ে অভিযোগ পেলে আইনানুগ ব্যবস্থা নেওয়া হবে।	[412, 104, 524, 246]
ad-land-sale	[972, 39, 1150, 221]
column-b	[142, 313, 270, 738]
ad-piles-degree3: Colorectal Surgery, Khulna Medical College	[436, 770, 518, 776]
ad-market-phone1: যোগাযোগঃ ০১৭১৬-৬০৩৯৪৪ ও	[430, 633, 524, 642]
ad-title1: শুভ্রমাত্র পিতৃপাথর	[597, 320, 693, 335]
divider	[282, 573, 404, 575]
story-ibi-teacher-murder	[148, 498, 270, 738]
masthead	[8, 6, 1520, 36]
th-dag: দাগ নং	[1012, 1038, 1160, 1047]
td-amount: ৫৬,৮৫,৪২০.০০	[1313, 1047, 1368, 1056]
th-2: আনুমানিক পরিমাণ (মেঃটন)	[646, 1346, 701, 1362]
story-body: ইসলামী ছাত্র আন্দোলন বাংলাদেশ খুলনা মহানগর শাখার উদ্যোগে ইফতার মাহফিল ও আলোচনা সভা অনুষ্ঠিত হয়েছে। গতকাল শনিবার নগরীর একটি কমিউনিটি সেন্টারে এ অনুষ্ঠান অনুষ্ঠিত হয়। অনুষ্ঠানে সভাপতিত্ব করেন মহানগর সভাপতি। প্রধান অতিথি হিসেবে উপস্থিত ছিলেন কেন্দ্রীয় নেতৃবৃন্দ। বক্তারা বলেন, ইসলামী মূল্যবোধ প্রতিষ্ঠার মাধ্যমে সমাজে ন্যায়বিচার ও শান্তি প্রতিষ্ঠা করা সম্ভব। রমজানের শিক্ষা বাস্তব জীবনে প্রয়োগ করার আহ্বান জানান তারা। অনুষ্ঠান শেষে দেশ ও জাতির কল্যাণ কামনায় বিশেষ মোনাজাত করা হয়।	[8, 1110, 266, 1155]
crescent-sub: (বাংলাদেশ শিল্পের করপোরেশন এর একটি বৃত্তিকী)	[970, 1263, 1106, 1272]
column-legal	[746, 313, 1120, 504]
ad-addr3: সিরিয়ালের জন্য ঃ	[616, 451, 674, 460]
bank-signature: ⌒⌐∾ ম্যানেজার	[537, 1183, 1495, 1219]
td-sale-place: সোনালী ব্যাংক পিএলসি, করপোরেট শাখা, খুলনা	[959, 1140, 1227, 1149]
ad-line4: ভর্তির যোগ্যতা ঃ অনার্স / বি,এ/ ফাজিল পাশ	[563, 605, 727, 616]
divider	[282, 446, 404, 448]
th-submit-place: দরপত্র জমাদানের স্থান ও সময়	[1227, 1131, 1495, 1140]
ad-piles-doctor: ডাঃ মাহবুবুর রহমান	[416, 743, 538, 760]
column-c	[276, 313, 404, 871]
story-daulatpur-border	[654, 39, 772, 260]
crescent-notice: “পুনঃ বিক্রয় দরপত্র বিজ্ঞপ্তি”	[948, 1312, 1084, 1327]
story-body: আবহাওয়া অফিস জানিয়েছে, আজ রোববার (৮ মার্চ) সন্ধ্যা ৬টা থেকে পরবর্তী ২৪ ঘণ্টায় খুলনা ও বরিশাল বিভাগের দুই এক জায়গায় অস্থায়ীভাবে দমকা হাওয়াসহ বৃষ্টি/বজ্রসহ বৃষ্টি হতে পারে। সেই সঙ্গে সারা দেশে দিনের তাপমাত্রা সামান্য বাড়তে পারে এবং রাতের তাপমাত্রা সামান্য হ্রাস পেতে পারে। সোমবার (৯ মার্চ) সন্ধ্যা ৬টা থেকে পরবর্তী ২৪ ঘণ্টায় ঢাকা, ময়মনসিংহ, খুলনা, বরিশাল, চট্টগ্রাম ও সিলেট বিভাগের অনেক জায়গায় বৃষ্টি/বজ্রসহ বৃষ্টি হতে পারে। সেই সঙ্গে সারা দেশে দিনের তাপমাত্রা ১-২ ডিগ্রি সেলসিয়াস হ্রাস পেতে পারে। বর্ধিত পাঁচ দিনের আবহাওয়ায় বৃষ্টিপাতের প্রবণতা অব্যাহত থাকতে পারে বলে জানিয়েছে আবহাওয়া অধিদপ্তর।	[282, 336, 404, 441]
ad-line2: ইসলাম টিচার্স ট্রেনিং কলেজ	[573, 537, 717, 553]
headline: ‘সোজন বাদিয়ার ঘাট’ চলচ্চিত্রের শুটিং শুরু	[9, 317, 135, 350]
ad-box	[778, 39, 966, 248]
